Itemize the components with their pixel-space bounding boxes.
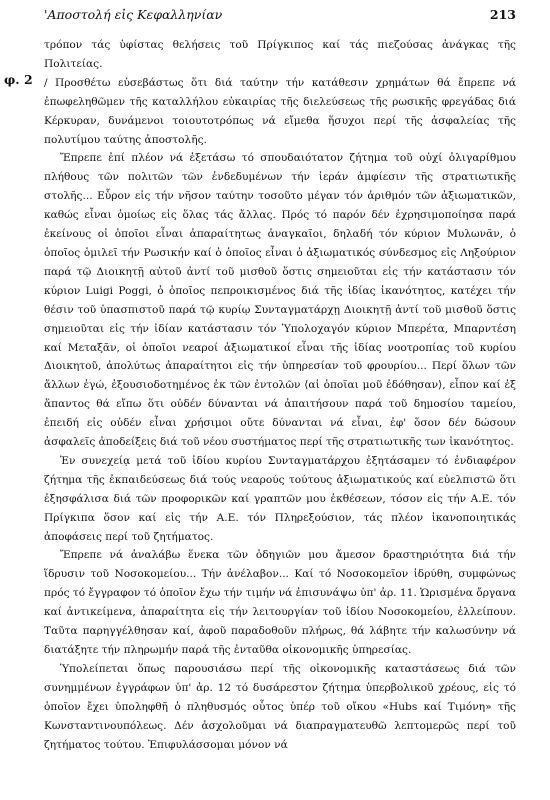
paragraph: Ἔπρεπε ἐπί πλέον νά ἐξετάσω τό σπουδαιότατον ζήτημα τοῦ οὐχί ὀλιγαρίθμου πλήθους τῶν πολιτῶν τῶν ἐνδεδυμένων τήν ἱεράν ἀμφίεσιν τῆς στρατιωτικῆς στολῆς... Εὗρον εἰς τήν νῆσον ταύτην τοσοῦτο μέγαν τόν ἀριθμόν τῶν ἀξιωματικῶν, καθώς εἶναι ὁμοίως εἰς ὅλας τάς ἄλλας. Πρός τό παρόν δέν ἐχρησιμοποίησα παρά ἐκείνους οἱ ὁποῖοι εἶναι ἀπαραίτητως ἀναγκαῖοι, δηλαδή τόν κύριον Μυλωνᾶν, ὁ ὁποῖος ὁμιλεῖ τήν Ρωσικήν καί ὁ ὁποῖος εἶναι ὁ ἀξιωματικός σύνδεσμος εἰς Ληξούριον παρά τῷ Διοικητῇ αὐτοῦ ἀντί τοῦ μισθοῦ ὅστις σημειοῦται εἰς τήν κατάστασιν τόν κύριον Luigi Poggi, ὁ ὁποῖος πεπροικισμένος διά τῆς ἰδίας ἱκανότητος, κατέχει τήν θέσιν τοῦ ὑπασπιστοῦ παρά τῷ κυρίῳ Συνταγματάρχῃ Διοικητῇ ἀντί τοῦ μισθοῦ ὅστις σημειοῦται εἰς τήν ἰδίαν κατάστασιν τόν Ὑπολοχαγόν κύριον Μπερέτα, Μπαρντέση καί Μεταξᾶν, οἱ ὁποῖοι νεαροί ἀξιωματικοί εἶναι τῆς ἰδίας νοοτροπίας τοῦ κυρίου Διοικητοῦ, ἀπολύτως ἀπαραίτητοι εἰς τήν ὑπηρεσίαν τοῦ φρουρίου... Περί ὅλων τῶν ἄλλων ἐγώ, ἐξουσιοδοτημένος ἐκ τῶν ἐντολῶν ⟨αἱ ὁποῖαι μοῦ ἐδόθησαν⟩, εἶπον καί ἐξ ἅπαντος θά εἴπω ὅτι οὐδέν δύνανται νά ἀπαιτήσουν παρά τοῦ δημοσίου ταμείου, ἐπειδή εἰς οὐδέν εἶναι χρήσιμοι οὔτε δύνανται νά εἶναι, ἐφ' ὅσον δέν δώσουν ἀσφαλεῖς ἀποδείξεις διά τοῦ νέου συστήματος περί τῆς στρατιωτικῆς των ἱκανότητος. xyxy=(44,152,516,449)
page-number: 213 xyxy=(489,7,516,22)
body-text xyxy=(44,36,516,754)
running-title: 'Αποστολή εἰς Κεφαλληνίαν xyxy=(44,7,223,22)
paragraph: Ἔπρεπε νά ἀναλάβω ἕνεκα τῶν ὁδηγιῶν μου ἄμεσον δραστηριότητα διά τήν ἵδρυσιν τοῦ Νοσοκομείου... Τήν ἀνέλαβον... Καί τό Νοσοκομεῖον ἱδρύθη, συμφώνως πρός τό ἔγγραφον τό ὁποῖον ἔχω τήν τιμήν νά ἐπισυνάψω ὑπ' ἀρ. 11. Ὡρισμένα ὄργανα καί ἀντικείμενα, ἀπαραίτητα εἰς τήν λειτουργίαν τοῦ ἰδίου Νοσοκομείου, ἐλλείπουν. Ταῦτα παρηγγέλθησαν καί, ἀφοῦ παραδοθοῦν πλήρως, θά λάβητε τήν καλωσύνην νά διατάξητε τήν πληρωμήν παρά τῆς ἐνταῦθα οἰκονομικῆς ὑπηρεσίας. xyxy=(44,549,516,656)
paragraph: τρόπον τάς ὑφίστας θελήσεις τοῦ Πρίγκιπος καί τάς πιεζούσας ἀνάγκας τῆς Πολιτείας. xyxy=(44,39,516,70)
paragraph: / Προσθέτω εὐσεβάστως ὅτι διά ταύτην τήν κατάθεσιν χρημάτων θά ἔπρεπε νά ἐπωφεληθῶμεν τῆς καταλλήλου εὐκαιρίας τῆς διελεύσεως τῆς ρωσικῆς φρεγάδας διά Κέρκυραν, δυνάμενοι τοιουτοτρόπως νά εἴμεθα ἥσυχοι περί τῆς ἀσφαλείας τῆς πολυτίμου ταύτης ἀποστολῆς. xyxy=(44,76,516,146)
folio-margin-note: φ. 2 xyxy=(4,72,33,87)
paragraph: Ἐν συνεχείᾳ μετά τοῦ ἰδίου κυρίου Συνταγματάρχου ἐξητάσαμεν τό ἐνδιαφέρον ζήτημα τῆς ἐκπαιδεύσεως διά τούς νεαρούς τούτους ἀξιωματικούς καί εὐελπιστῶ ὅτι ἐξησφάλισα διά τῶν προφορικῶν καί γραπτῶν μου ἐκθέσεων, τόσον εἰς τήν Α.Ε. τόν Πρίγκιπα ὅσον καί εἰς τήν Α.Ε. τόν Πληρεξούσιον, τάς πλέον ἱκανοποιητικάς ἀποφάσεις περί τοῦ ζητήματος. xyxy=(44,454,516,543)
paragraph: Ὑπολείπεται ὅπως παρουσιάσω περί τῆς οἰκονομικῆς καταστάσεως διά τῶν συνημμένων ἐγγράφων ὑπ' ἀρ. 12 τό δυσάρεστον ζήτημα ὑπερβολικοῦ χρέους, εἰς τό ὁποῖον ἔχει ὑποληφθῆ ὁ πληθυσμός οὗτος ὑπέρ τοῦ οἴκου «Hubs καί Τιμόνη» τῆς Κωνσταντινουπόλεως. Δέν ἀσχολοῦμαι νά διαπραγματευθῶ λεπτομερῶς περί τοῦ ζητήματος τούτου. Ἐπιφυλάσσομαι μόνον νά xyxy=(44,662,516,751)
running-header xyxy=(44,7,516,25)
